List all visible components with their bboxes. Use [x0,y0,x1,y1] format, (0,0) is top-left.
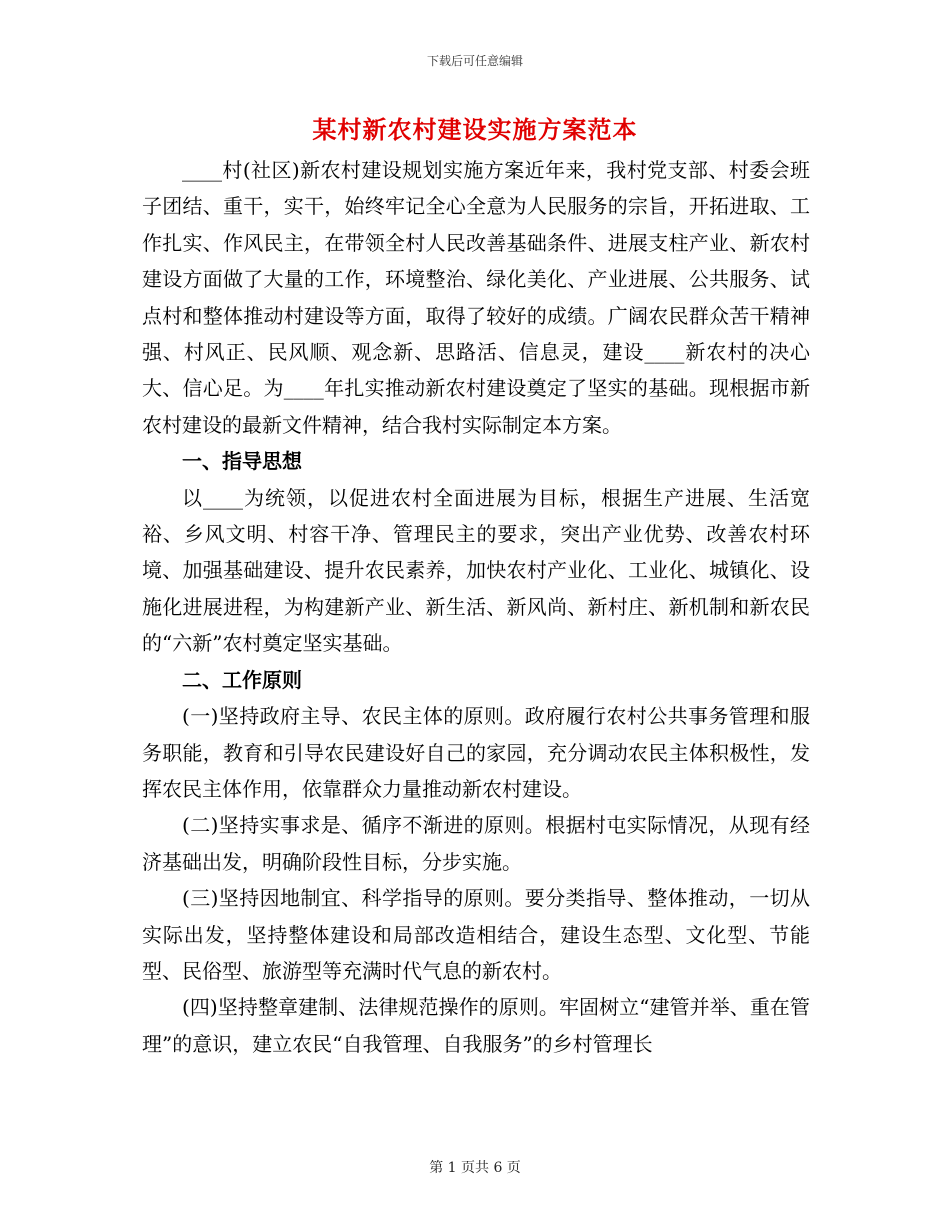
page-number: 第 1 页共 6 页 [429,1160,521,1176]
section-heading-work-principles: 二、工作原则 [182,667,302,692]
guiding-ideology-paragraph: 以____为统领，以促进农村全面进展为目标，根据生产进展、生活宽裕、乡风文明、村容干净、管理民主的要求，突出产业优势、改善农村环境、加强基础建设、提升农民素养，加快农村产业化、工业化、城镇化、设施化进展进程，为构建新产业、新生活、新风尚、新村庄、新机制和新农民的“六新”农村奠定坚实基础。 [142,485,810,656]
principle-paragraph-4: (四)坚持整章建制、法律规范操作的原则。牢固树立“建管并举、重在管理”的意识，建立农民“自我管理、自我服务”的乡村管理长 [142,995,810,1056]
document-title: 某村新农村建设实施方案范本 [312,115,638,144]
principle-paragraph-3: (三)坚持因地制宜、科学指导的原则。要分类指导、整体推动，一切从实际出发，坚持整体建设和局部改造相结合，建设生态型、文化型、节能型、民俗型、旅游型等充满时代气息的新农村。 [142,886,810,983]
section-heading-guiding-ideology: 一、指导思想 [182,449,302,474]
principle-paragraph-2: (二)坚持实事求是、循序不渐进的原则。根据村屯实际情况，从现有经济基础出发，明确阶段性目标，分步实施。 [142,813,810,874]
principle-paragraph-1: (一)坚持政府主导、农民主体的原则。政府履行农村公共事务管理和服务职能，教育和引导农民建设好自己的家园，充分调动农民主体积极性，发挥农民主体作用，依靠群众力量推动新农村建设。 [142,704,810,801]
intro-paragraph: ____村(社区)新农村建设规划实施方案近年来，我村党支部、村委会班子团结、重干，实干，始终牢记全心全意为人民服务的宗旨，开拓进取、工作扎实、作风民主，在带领全村人民改善基础条件、进展支柱产业、新农村建设方面做了大量的工作，环境整治、绿化美化、产业进展、公共服务、试点村和整体推动村建设等方面，取得了较好的成绩。广阔农民群众苦干精神强、村风正、民风顺、观念新、思路活、信息灵，建设____新农村的决心大、信心足。为____年扎实推动新农村建设奠定了坚实的基础。现根据市新农村建设的最新文件精神，结合我村实际制定本方案。 [142,158,810,437]
header-note: 下载后可任意编辑 [426,54,523,68]
document-body [142,152,810,1062]
